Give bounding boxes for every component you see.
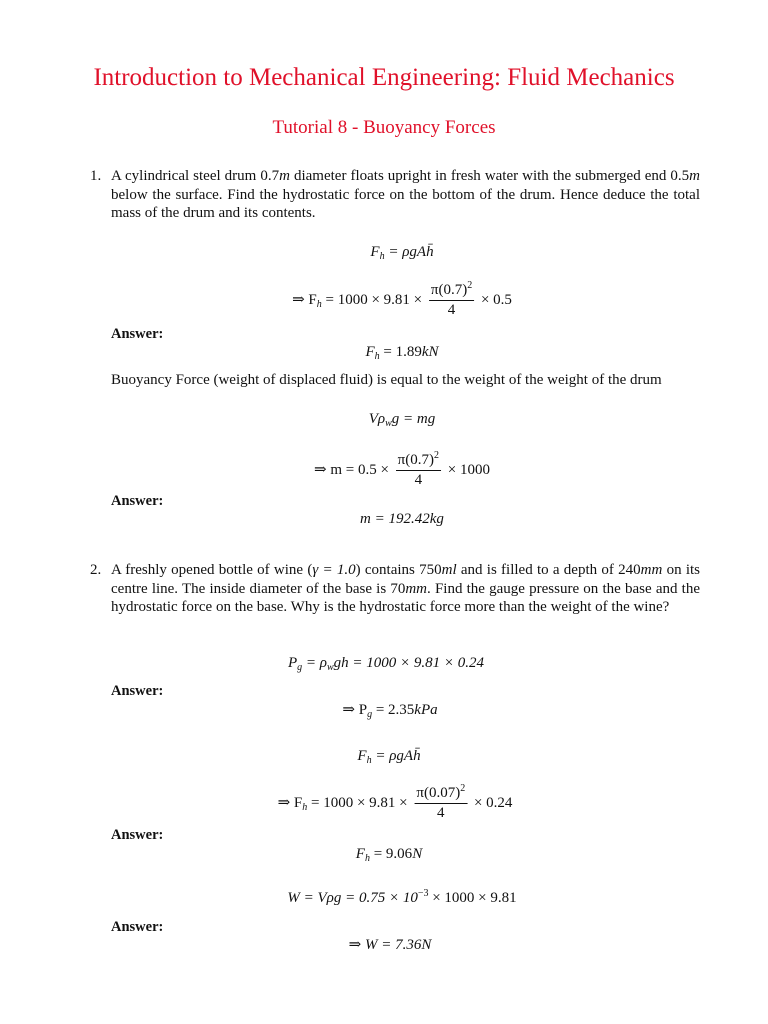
question-text: A freshly opened bottle of wine (γ = 1.0) contains 750ml and is filled to a depth of 240mm on its centre line. The inside diameter of the base is 70mm. Find the gauge pressure on the base and the hydrostatic force on the base. Why is the hydrostatic force more than the weight of the wine? <box>111 562 700 615</box>
question-text: A cylindrical steel drum 0.7m diameter floats upright in fresh water with the submerged end 0.5m below the surface. Find the hydrostatic force on the bottom of the drum. Hence deduce the total mass of the drum and its contents. <box>111 168 700 221</box>
equation-gauge-pressure: $P_g = \rho_wgh = 1000 \times 9.81 \times 0.24$ <box>287 655 485 673</box>
fraction: $\frac{\pi(0.7)^2}{4}$ <box>397 450 440 488</box>
buoyancy-statement: Buoyancy Force (weight of displaced fluid) is equal to the weight of the weight of the drum <box>111 372 662 388</box>
equation-buoyancy-balance: $V\rho_wg$ = mg <box>368 411 436 429</box>
question-number: 2. <box>90 562 102 578</box>
question-1 <box>90 167 700 223</box>
fraction: $\frac{\pi(0.07)^2}{4}$ <box>416 783 466 821</box>
equation-hydrostatic-force: $F_h$ = ρgAh̄ <box>357 748 421 766</box>
question-2 <box>90 561 700 617</box>
equation-wine-weight: $W = V\rho g = 0.75 \times 10^{-3} \times 1000 \times 9.81$ <box>287 888 517 906</box>
answer-label: Answer: <box>111 326 164 342</box>
answer-label: Answer: <box>111 827 164 843</box>
document-title: Introduction to Mechanical Engineering: Fluid Mechanics <box>93 64 675 91</box>
answer-hydrostatic-force: $F_h = 1.89kN$ <box>365 344 439 362</box>
answer-hydrostatic-force: $F_h = 9.06N$ <box>355 846 423 864</box>
answer-mass: m = 192.42kg <box>360 511 444 527</box>
answer-wine-weight: ⇒ W = 7.36N <box>348 937 432 953</box>
equation-hydrostatic-force-substituted: ⇒ $F_h = 1000 \times 9.81$ × $\frac{\pi(0.07)^2}{4}$ × 0.24 <box>277 783 513 821</box>
answer-gauge-pressure: ⇒ $P_g = 2.35kPa$ <box>342 702 438 720</box>
equation-hydrostatic-force: $F_h$ = ρgAh̄ <box>370 244 434 262</box>
equation-mass: ⇒ m = 0.5 × $\frac{\pi(0.7)^2}{4}$ × 1000 <box>314 450 490 488</box>
equation-hydrostatic-force-substituted: ⇒ $F_h = 1000 \times 9.81$ × $\frac{\pi(0.7)^2}{4}$ × 0.5 <box>292 280 512 318</box>
question-number: 1. <box>90 168 102 184</box>
tutorial-subtitle: Tutorial 8 - Buoyancy Forces <box>272 117 496 138</box>
answer-label: Answer: <box>111 919 164 935</box>
answer-label: Answer: <box>111 493 164 509</box>
fraction: $\frac{\pi(0.7)^2}{4}$ <box>430 280 473 318</box>
answer-label: Answer: <box>111 683 164 699</box>
